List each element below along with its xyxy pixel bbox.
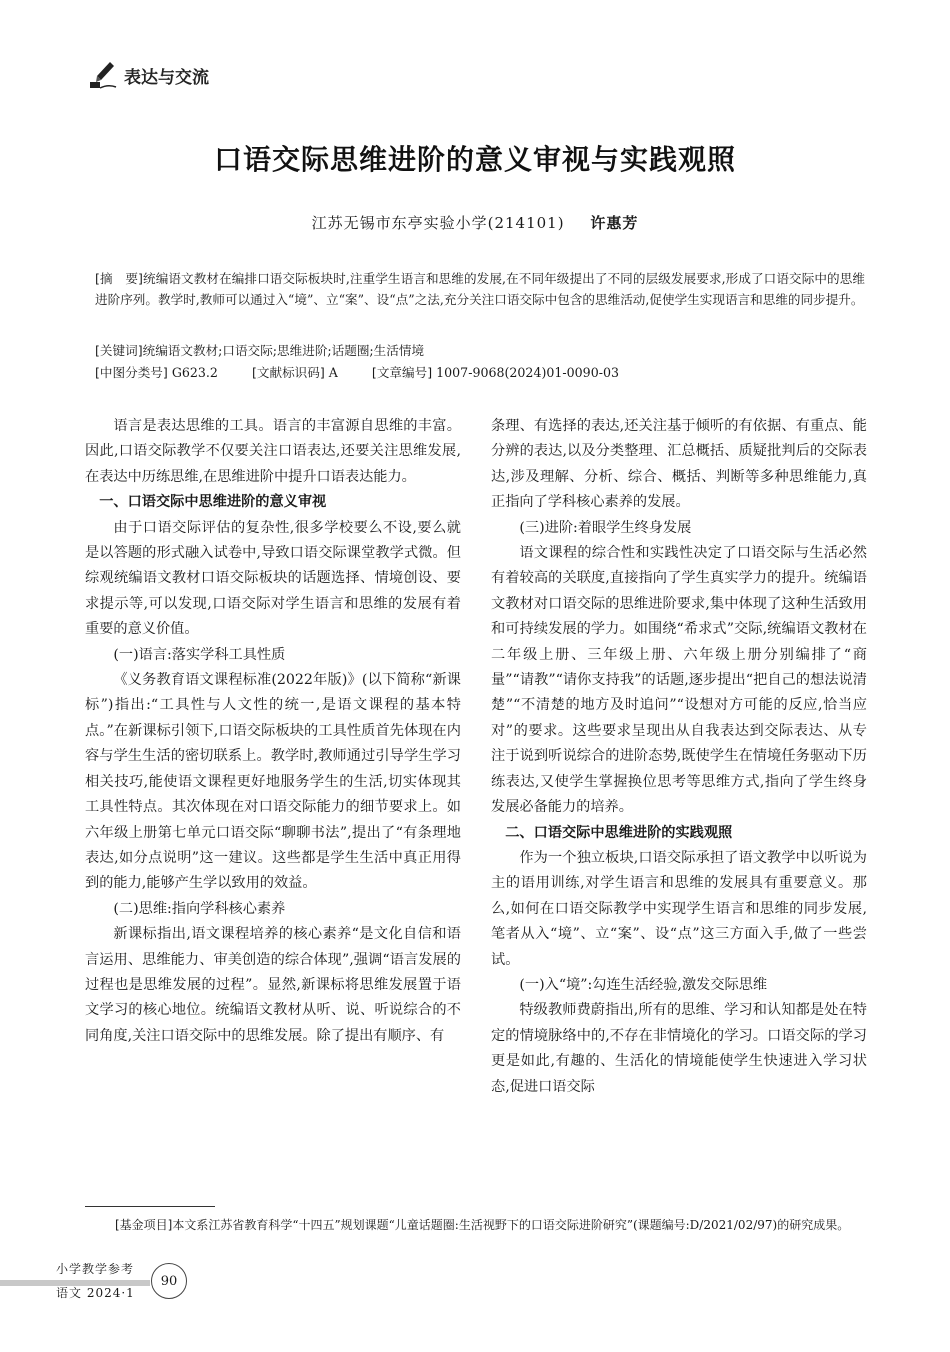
keywords-label: [关键词] [95,343,143,358]
paragraph: 新课标指出,语文课程培养的核心素养“是文化自信和语言运用、思维能力、审美创造的综合体现”,强调“语言发展的过程也是思维发展的过程”。显然,新课标将思维发展置于语文学习的核心地位。统编语文教材从听、说、听说综合的不同角度,关注口语交际中的思维发展。除了提出有顺序、有 [85,926,461,1044]
paragraph-continued: 条理、有选择的表达,还关注基于倾听的有依据、有重点、能分辨的表达,以及分类整理、汇总概括、质疑批判后的交际表达,涉及理解、分析、综合、概括、判断等多种思维能力,真正指向了学科核心素养的发展。 [491,418,867,511]
keywords-line [95,340,865,361]
article-no-label: [文章编号] [371,365,433,380]
paragraph-intro: 语言是表达思维的工具。语言的丰富源自思维的丰富。因此,口语交际教学不仅要关注口语表达,还要关注思维发展,在表达中历练思维,在思维进阶中提升口语表达能力。 [85,418,461,485]
subsection-heading-1-2: (二)思维:指向学科核心素养 [113,900,286,917]
footer-journal-name: 小学教学参考 [56,1262,135,1276]
footnote-divider [85,1206,215,1207]
article-no-value: 1007-9068(2024)01-0090-03 [436,365,619,380]
subsection-heading-1-3: (三)进阶:着眼学生终身发展 [519,519,692,536]
page-number: 90 [151,1263,187,1299]
subsection-heading-1-1: (一)语言:落实学科工具性质 [113,646,286,663]
abstract-label: [摘 要] [95,271,143,286]
footer-issue: 语文 2024·1 [56,1286,135,1300]
paragraph: 《义务教育语文课程标准(2022年版)》(以下简称“新课标”)指出:“工具性与人文性的统一,是语文课程的基本特点。”在新课标引领下,口语交际板块的工具性质首先体现在内容与学生生活的密切联系上。教学时,教师通过引导学生学习相关技巧,能使语文课程更好地服务学生的生活,切实体现其工具性特点。其次体现在对口语交际能力的细节要求上。如六年级上册第七单元口语交际“聊聊书法”,提出了“有条理地表达,如分点说明”这一建议。这些都是学生生活中真正用得到的能力,能够产生学以致用的效益。 [85,672,461,892]
subsection-heading-2-1: (一)入“境”:勾连生活经验,激发交际思维 [519,976,768,993]
pen-icon [88,60,118,90]
classification-line [95,362,865,383]
byline [0,212,950,233]
footnote-label: [基金项目] [115,1218,173,1232]
clc-value: G623.2 [171,365,218,380]
abstract [95,268,865,310]
affiliation: 江苏无锡市东亭实验小学(214101) [311,214,565,232]
doc-code-value: A [328,365,338,380]
column-name: 表达与交流 [124,67,209,88]
body-column-right [491,414,867,1100]
footnote [115,1215,875,1236]
keywords-text: 统编语文教材;口语交际;思维进阶;话题圈;生活情境 [142,343,425,358]
doc-code-label: [文献标识码] [251,365,325,380]
paragraph: 特级教师费蔚指出,所有的思维、学习和认知都是处在特定的情境脉络中的,不存在非情境化的学习。口语交际的学习更是如此,有趣的、生活化的情境能使学生快速进入学习状态,促进口语交际 [491,1002,867,1095]
column-header [88,60,209,90]
paragraph: 由于口语交际评估的复杂性,很多学校要么不设,要么就是以答题的形式融入试卷中,导致口语交际课堂教学式微。但综观统编语文教材口语交际板块的话题选择、情境创设、要求提示等,可以发现,口语交际对学生语言和思维的发展有着重要的意义价值。 [85,519,461,638]
paragraph: 作为一个独立板块,口语交际承担了语文教学中以听说为主的语用训练,对学生语言和思维的发展具有重要意义。那么,如何在口语交际教学中实现学生语言和思维的同步发展,笔者从入“境”、立“案”、设“点”这三方面入手,做了一些尝试。 [491,849,867,968]
paragraph: 语文课程的综合性和实践性决定了口语交际与生活必然有着较高的关联度,直接指向了学生真实学力的提升。统编语文教材对口语交际的思维进阶要求,集中体现了这种生活致用和可持续发展的学力。如围绕“希求式”交际,统编语文教材在二年级上册、三年级上册、六年级上册分别编排了“商量”“请教”“请你支持我”的话题,逐步提出“把自己的想法说清楚”“不清楚的地方及时追问”“设想对方可能的反应,恰当应对”的要求。这些要求呈现出从自我表达到交际表达、从专注于说到听说综合的进阶态势,既使学生在情境任务驱动下历练表达,又使学生掌握换位思考等思维方式,指向了学生终身发展必备能力的培养。 [491,545,867,816]
article-title: 口语交际思维进阶的意义审视与实践观照 [213,143,736,176]
author-name: 许惠芳 [590,214,639,232]
section-heading-2: 二、口语交际中思维进阶的实践观照 [505,824,733,841]
abstract-text: 统编语文教材在编排口语交际板块时,注重学生语言和思维的发展,在不同年级提出了不同的层级发展要求,形成了口语交际中的思维进阶序列。教学时,教师可以通过入“境”、立“案”、设“点”之法,充分关注口语交际中包含的思维活动,促使学生实现语言和思维的同步提升。 [95,271,865,307]
footnote-text: 本文系江苏省教育科学“十四五”规划课题“儿童话题圈:生活视野下的口语交际进阶研究”(课题编号:D/2021/02/97)的研究成果。 [172,1218,850,1232]
body-column-left [85,414,461,1049]
section-heading-1: 一、口语交际中思维进阶的意义审视 [99,494,327,511]
clc-label: [中图分类号] [95,365,168,380]
